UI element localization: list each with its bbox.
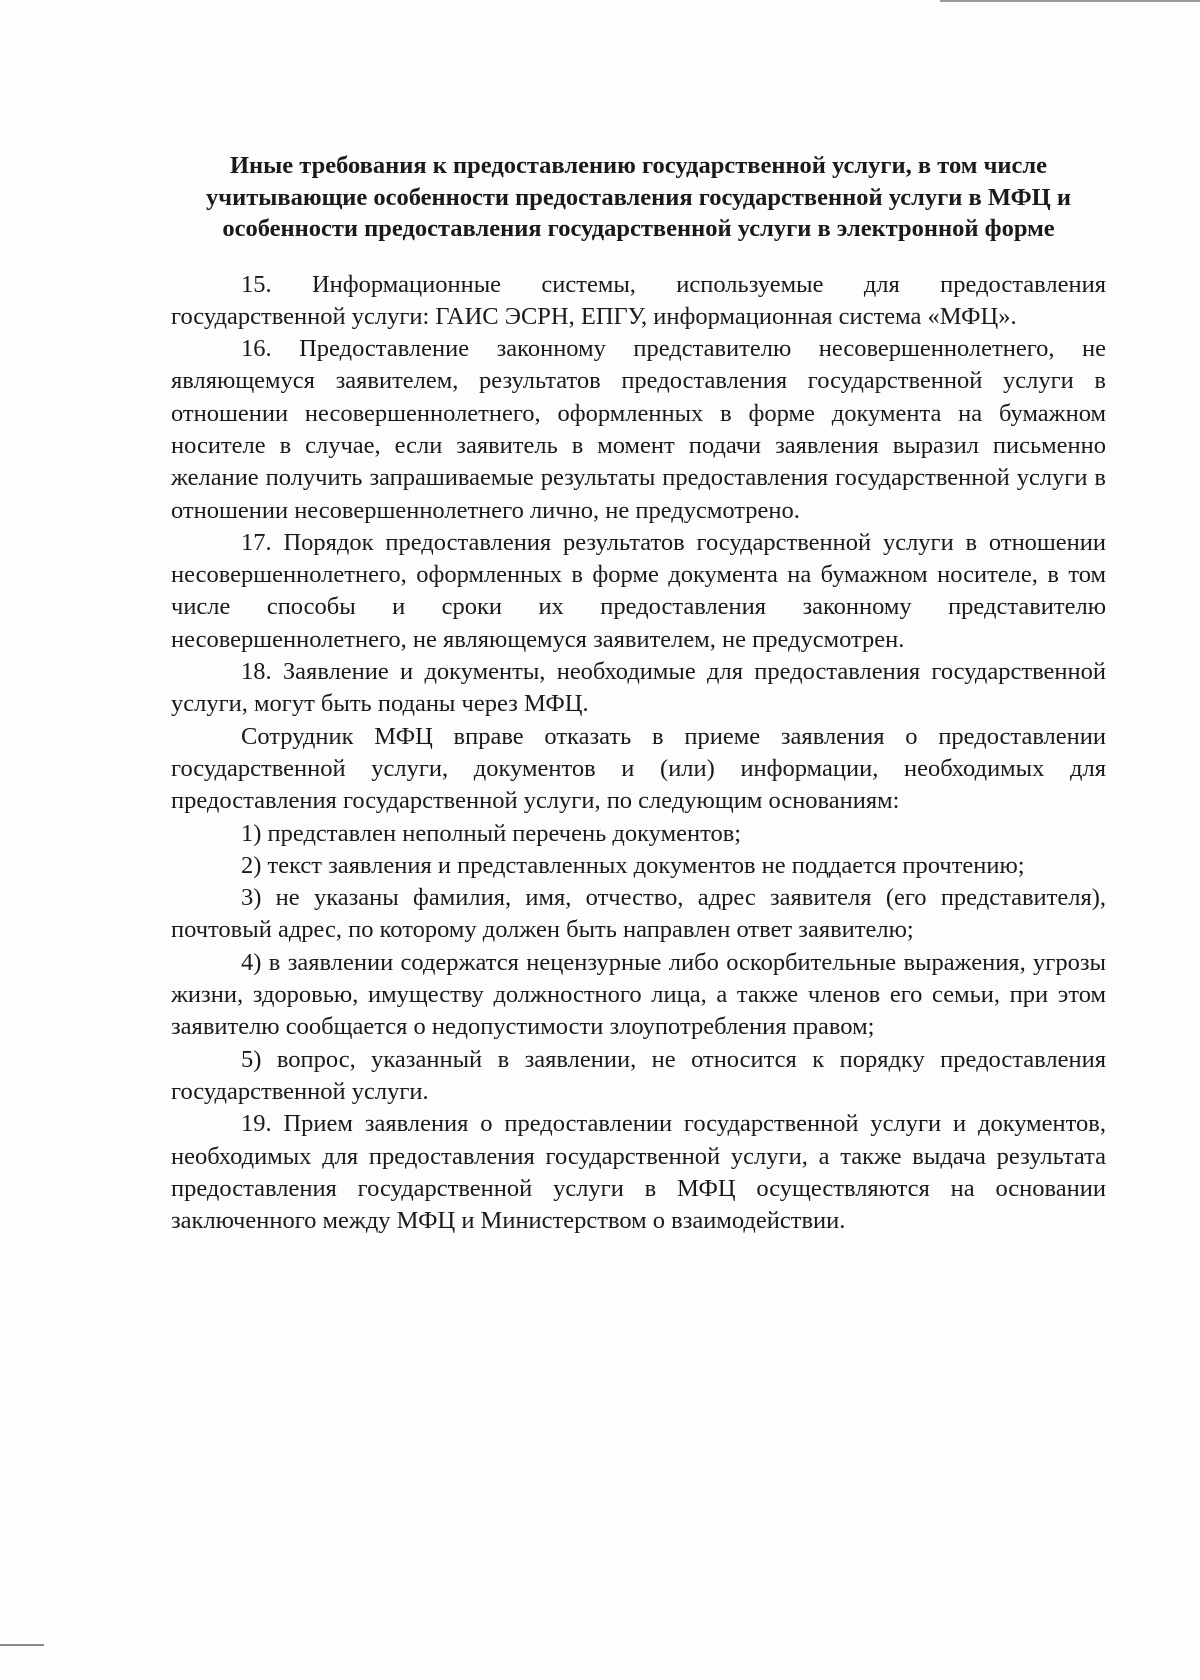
scan-edge-line — [940, 0, 1200, 2]
list-item-2: 2) текст заявления и представленных документов не поддается прочтению; — [241, 851, 1025, 879]
list-item-3: 3) не указаны фамилия, имя, отчество, адрес заявителя (его представителя), почтовый адрес, по которому должен быть направлен ответ заявителю; — [171, 884, 1106, 944]
list-item-5: 5) вопрос, указанный в заявлении, не относится к порядку предоставления государственной услуги. — [171, 1045, 1106, 1105]
list-item-4: 4) в заявлении содержатся нецензурные либо оскорбительные выражения, угрозы жизни, здоровью, имуществу должностного лица, а также членов его семьи, при этом заявителю сообщается о недопустимости злоупотребления правом; — [171, 948, 1106, 1041]
paragraph-18-grounds-intro: Сотрудник МФЦ вправе отказать в приеме заявления о предоставлении государственной услуги, документов и (или) информации, необходимых для предоставления государственной услуги, по следующим основаниям: — [171, 722, 1106, 815]
paragraph-17: 17. Порядок предоставления результатов государственной услуги в отношении несовершеннолетнего, оформленных в форме документа на бумажном носителе, в том числе способы и сроки их предоставления законному представителю несовершеннолетнего, не являющемуся заявителем, не предусмотрен. — [171, 528, 1106, 653]
document-body — [171, 150, 1106, 1237]
paragraph-18: 18. Заявление и документы, необходимые для предоставления государственной услуги, могут быть поданы через МФЦ. — [171, 658, 1106, 718]
list-item-1: 1) представлен неполный перечень документов; — [241, 819, 742, 847]
paragraph-16: 16. Предоставление законному представителю несовершеннолетнего, не являющемуся заявителем, результатов предоставления государственной услуги в отношении несовершеннолетнего, оформленных в форме документа на бумажном носителе в случае, если заявитель в момент подачи заявления выразил письменно желание получить запрашиваемые результаты предоставления государственной услуги в отношении несовершеннолетнего лично, не предусмотрено. — [171, 335, 1106, 524]
paragraph-15: 15. Информационные системы, используемые для предоставления государственной услуги: ГАИС ЭСРН, ЕПГУ, информационная система «МФЦ». — [171, 270, 1106, 330]
paragraph-19: 19. Прием заявления о предоставлении государственной услуги и документов, необходимых для предоставления государственной услуги, а также выдача результата предоставления государственной услуги в МФЦ осуществляются на основании заключенного между МФЦ и Министерством о взаимодействии. — [171, 1110, 1106, 1235]
section-title: Иные требования к предоставлению государственной услуги, в том числе учитывающие особенности предоставления государственной услуги в МФЦ и особенности предоставления государственной услуги в электронной форме — [206, 152, 1071, 242]
scan-edge-mark — [0, 1644, 44, 1646]
